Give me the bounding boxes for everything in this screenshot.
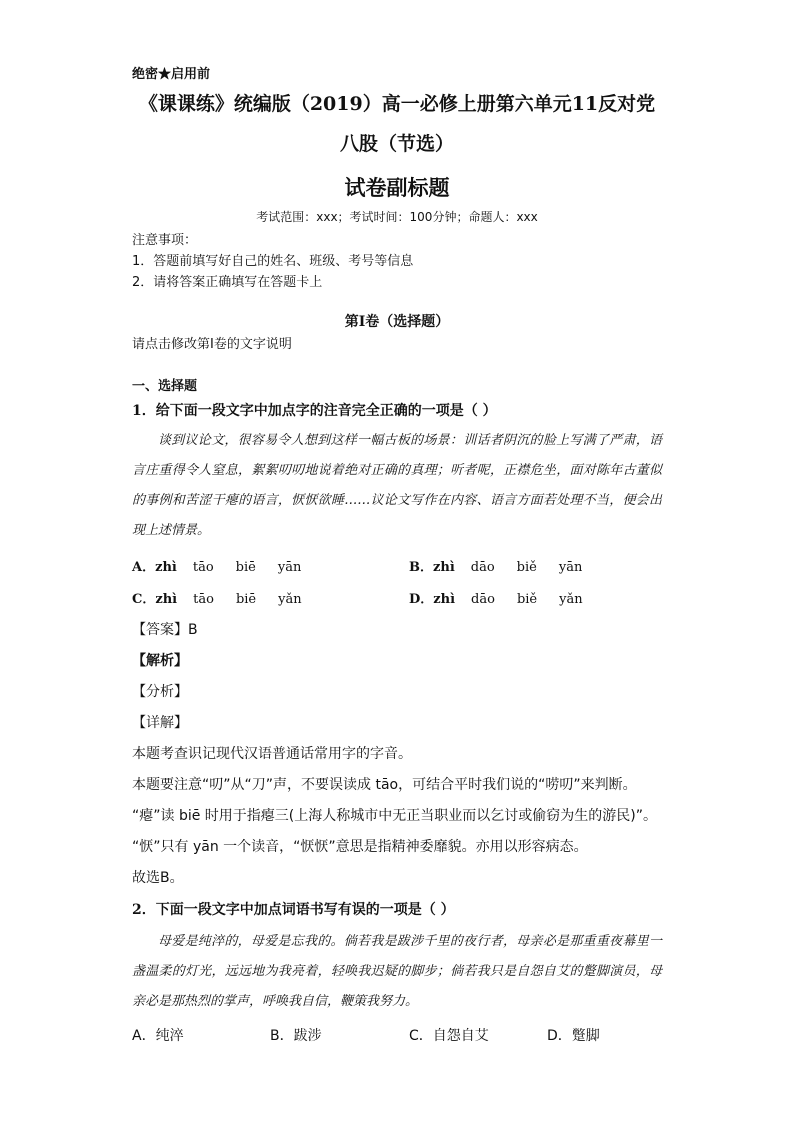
q1-option-c-py3: yǎn (278, 592, 302, 607)
q1-option-d[interactable] (409, 588, 583, 607)
part-heading: 一、选择题 (132, 379, 198, 394)
q1-detail-line-4: “恹”只有 yān 一个读音，“恹恹”意思是指精神委靡貌。亦用以形容病态。 (132, 839, 588, 855)
q1-option-b-label: B．zhì (409, 560, 455, 575)
q1-detail-tag: 【详解】 (132, 715, 188, 731)
notice-heading: 注意事项： (132, 233, 198, 248)
secret-label: 绝密★启用前 (132, 67, 211, 82)
q1-option-a-label: A．zhì (132, 560, 177, 575)
q1-option-c-py2: biē (235, 592, 257, 607)
exam-info: 考试范围：xxx；考试时间：100分钟；命题人：xxx (256, 210, 538, 224)
q1-option-d-py1: dāo (471, 592, 495, 607)
q2-option-b[interactable]: B．跋涉 (270, 1028, 322, 1044)
q1-option-b-py1: dāo (470, 560, 495, 575)
q1-option-d-py2: biě (516, 592, 538, 607)
q1-option-c-label: C．zhì (132, 592, 178, 607)
q1-detail-line-3: “瘪”读 biē 时用于指瘪三(上海人称城市中无正当职业而以乞讨或偷窃为生的游民)”。 (132, 808, 657, 824)
q1-detail-line-1: 本题考查识记现代汉语普通话常用字的字音。 (132, 746, 412, 762)
q1-analysis-tag: 【解析】 (132, 653, 188, 669)
section-desc: 请点击修改第I卷的文字说明 (132, 337, 292, 352)
q2-option-a[interactable]: A．纯淬 (132, 1028, 184, 1044)
q1-option-a-py2: biē (235, 560, 256, 575)
subtitle: 试卷副标题 (344, 175, 450, 200)
q2-option-d[interactable]: D．蹩脚 (547, 1028, 600, 1044)
q1-detail-line-5: 故选B。 (132, 870, 184, 886)
q1-option-c-py1: tāo (193, 592, 214, 607)
q1-option-d-py3: yǎn (559, 592, 583, 607)
q1-option-b[interactable] (409, 556, 582, 575)
q2-stem: 2．下面一段文字中加点词语书写有误的一项是（ ） (132, 902, 455, 918)
q1-option-a-py3: yān (277, 560, 302, 575)
section-title: 第I卷（选择题） (344, 314, 450, 330)
q1-option-c[interactable] (132, 588, 302, 607)
title-line-2: 八股（节选） (339, 133, 454, 155)
q1-passage: 谈到议论文，很容易令人想到这样一幅古板的场景：训话者阴沉的脸上写满了严肃，语言庄重得令人窒息，絮絮叨叨地说着绝对正确的真理；听者呢，正襟危坐，面对陈年古董似的事例和苦涩干瘪的语言，恹恹欲睡……议论文写作在内容、语言方面若处理不当，便会出现上述情景。 (132, 433, 662, 538)
q1-option-d-label: D．zhì (409, 592, 456, 607)
notice-item-2: 2．请将答案正确填写在答题卡上 (132, 275, 323, 290)
q1-fenxi-tag: 【分析】 (132, 684, 188, 700)
q1-detail-line-2: 本题要注意“叨”从“刀”声，不要误读成 tāo，可结合平时我们说的“唠叨”来判断。 (132, 777, 637, 793)
q1-option-b-py2: biě (516, 560, 537, 575)
q1-answer: 【答案】B (132, 622, 198, 638)
q2-passage: 母爱是纯淬的，母爱是忘我的。倘若我是跋涉千里的夜行者，母亲必是那重重夜幕里一盏温柔的灯光，远远地为我亮着，轻唤我迟疑的脚步；倘若我只是自怨自艾的蹩脚演员，母亲必是那热烈的掌声，呼唤我自信，鞭策我努力。 (132, 934, 662, 1009)
title-line-1: 《课课练》统编版（2019）高一必修上册第六单元11反对党 (138, 93, 656, 115)
q1-option-a-py1: tāo (192, 560, 214, 575)
q1-option-a[interactable] (132, 556, 301, 575)
q1-option-b-py3: yān (558, 560, 583, 575)
notice-item-1: 1．答题前填写好自己的姓名、班级、考号等信息 (132, 254, 414, 269)
q2-option-c[interactable]: C．自怨自艾 (409, 1028, 489, 1044)
q1-stem: 1．给下面一段文字中加点字的注音完全正确的一项是（ ） (132, 403, 497, 419)
